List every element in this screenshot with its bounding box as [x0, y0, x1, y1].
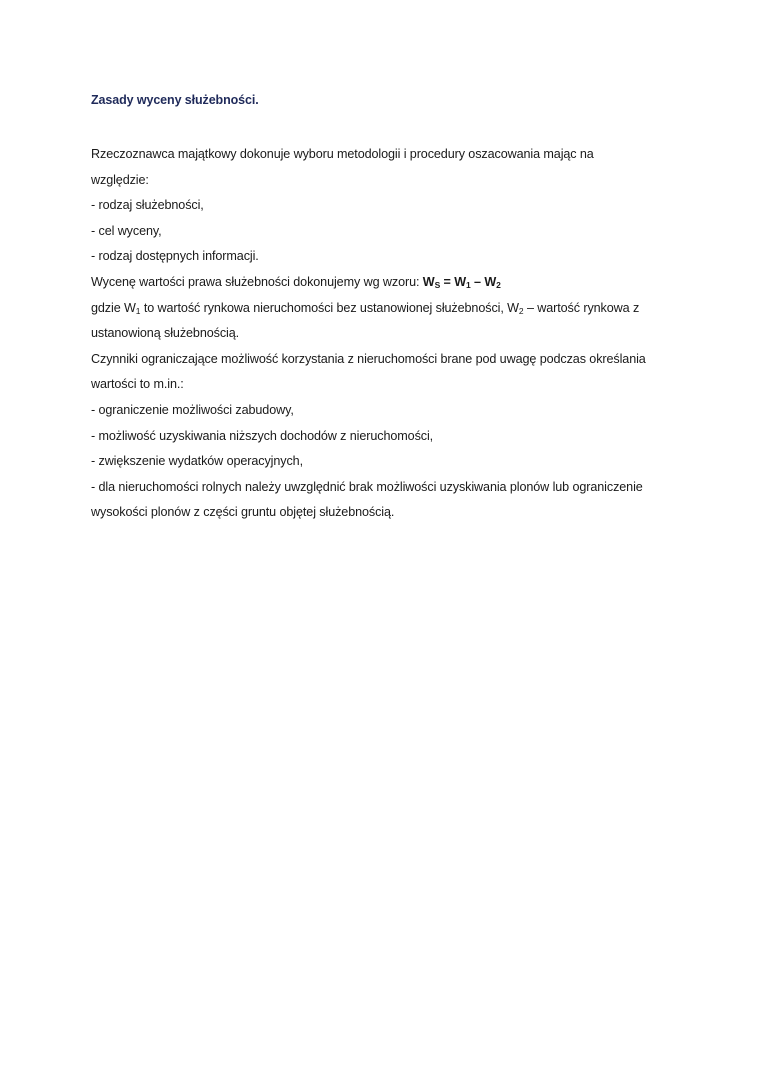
- document-body: [91, 142, 681, 526]
- explanation-line-2: ustanowioną służebnością.: [91, 326, 240, 341]
- intro-line-1: Rzeczoznawca majątkowy dokonuje wyboru metodologii i procedury oszacowania mając na: [91, 147, 594, 161]
- formula-intro: Wycenę wartości prawa służebności dokonujemy wg wzoru:: [91, 274, 423, 289]
- criteria-item-2: - cel wyceny,: [91, 223, 162, 238]
- factor-item-1: - ograniczenie możliwości zabudowy,: [91, 402, 294, 417]
- criteria-item-1: - rodzaj służebności,: [91, 198, 204, 213]
- factors-intro-line-2: wartości to m.in.:: [91, 377, 184, 392]
- document-content: [91, 90, 681, 526]
- factor-item-2: - możliwość uzyskiwania niższych dochodów z nieruchomości,: [91, 428, 434, 443]
- valuation-formula: $W_S = W_1 - W_2$: [422, 274, 501, 290]
- document-title: Zasady wyceny służebności.: [91, 93, 259, 107]
- factor-item-4: - dla nieruchomości rolnych należy uwzględnić brak możliwości uzyskiwania plonów lub ograniczenie: [91, 479, 643, 494]
- intro-line-2: względzie:: [91, 172, 149, 187]
- factors-intro-line-1: Czynniki ograniczające możliwość korzystania z nieruchomości brane pod uwagę podczas określania: [91, 351, 646, 366]
- explanation-line-1: gdzie $W_1$ to wartość rynkowa nieruchomości bez ustanowionej służebności, $W_2$ – wartość rynkowa z: [91, 300, 640, 316]
- criteria-item-3: - rodzaj dostępnych informacji.: [91, 249, 259, 264]
- factor-item-3: - zwiększenie wydatków operacyjnych,: [91, 454, 303, 469]
- factor-item-4-continued: wysokości plonów z części gruntu objętej służebnością.: [91, 505, 395, 520]
- formula-line: [91, 270, 681, 296]
